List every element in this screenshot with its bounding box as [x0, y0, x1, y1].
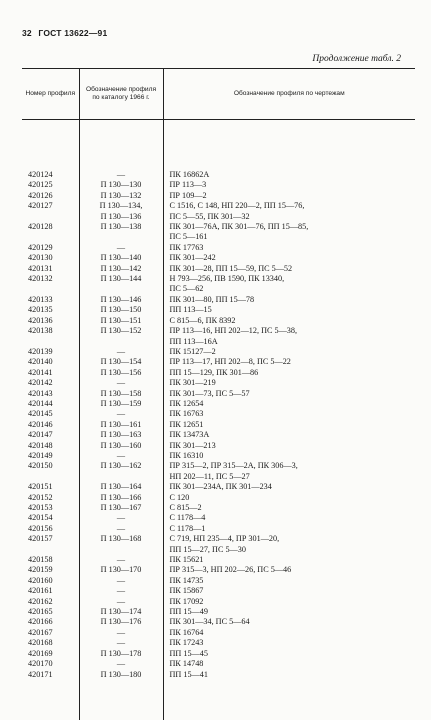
profile-number-cell	[22, 212, 79, 222]
drawing-designation-cell	[163, 180, 415, 190]
drawing-designation-line: С 815—6, ПК 8392	[169, 315, 236, 325]
catalog-designation-cell: П 130—160	[79, 441, 163, 451]
drawing-designation-cell	[163, 316, 415, 326]
profiles-table	[22, 68, 415, 720]
drawing-designation-line: ПП 15—45	[169, 648, 208, 658]
catalog-designation-cell: П 130—156	[79, 368, 163, 378]
table-row	[22, 264, 415, 274]
drawing-designation-line: ПС 5—62	[169, 284, 204, 294]
drawing-designation-line: С 120	[169, 492, 190, 502]
drawing-designation-line: ПК 15867	[169, 586, 204, 596]
drawing-designation-cell	[163, 513, 415, 523]
catalog-designation-cell: —	[79, 576, 163, 586]
profile-number-cell: 420141	[28, 367, 53, 377]
drawing-designation-cell	[163, 420, 415, 430]
drawing-designation-cell	[163, 607, 415, 617]
drawing-designation-cell	[163, 451, 415, 461]
header-profile-number: Номер профиля	[22, 69, 79, 120]
catalog-designation-cell: П 130—138	[79, 222, 163, 243]
drawing-designation-line: ПР 113—3	[169, 180, 207, 190]
drawing-designation-cell	[163, 222, 415, 243]
table-row	[22, 430, 415, 440]
drawing-designation-line: ПР 109—2	[169, 190, 207, 200]
table-body	[22, 120, 415, 720]
profile-number-cell: 420156	[28, 523, 53, 533]
table-row	[22, 120, 415, 181]
drawing-designation-line: ПК 17092	[169, 596, 204, 606]
drawing-designation-line: ПК 16310	[169, 450, 204, 460]
profile-number-cell: 420143	[28, 388, 53, 398]
catalog-designation-cell: П 130—174	[79, 607, 163, 617]
drawing-designation-cell	[163, 378, 415, 388]
drawing-designation-cell	[163, 659, 415, 669]
catalog-designation-cell: —	[79, 409, 163, 419]
drawing-designation-cell	[163, 565, 415, 575]
catalog-designation-cell: —	[79, 451, 163, 461]
drawing-designation-line: ПС 5—161	[169, 232, 208, 242]
catalog-designation-cell: —	[79, 659, 163, 669]
drawing-designation-line: ПК 301—80, ПП 15—78	[169, 294, 255, 304]
drawing-designation-line: ПК 12651	[169, 419, 204, 429]
drawing-designation-cell	[163, 295, 415, 305]
catalog-designation-cell: —	[79, 347, 163, 357]
catalog-designation-cell: П 130—152	[79, 326, 163, 347]
table-row	[22, 274, 415, 295]
table-row	[22, 617, 415, 627]
catalog-designation-cell: —	[79, 378, 163, 388]
drawing-designation-line: ПП 113—16А	[169, 336, 218, 346]
profile-number-cell: 420128	[28, 222, 53, 232]
drawing-designation-line: ПК 301—242	[169, 253, 216, 263]
table-row	[22, 409, 415, 419]
drawing-designation-line: С 719, НП 235—4, ПР 301—20,	[169, 534, 280, 544]
profile-number-cell: 420127	[28, 201, 53, 211]
catalog-designation-cell: —	[79, 243, 163, 253]
table-header-row	[22, 69, 415, 120]
table-row	[22, 513, 415, 523]
drawing-designation-cell	[163, 628, 415, 638]
catalog-designation-cell: —	[79, 628, 163, 638]
catalog-designation-cell: П 130—158	[79, 389, 163, 399]
drawing-designation-line: НП 202—11, ПС 5—27	[169, 471, 250, 481]
catalog-designation-cell: П 130—170	[79, 565, 163, 575]
profile-number-cell: 420157	[28, 534, 53, 544]
catalog-designation-cell: П 130—164	[79, 482, 163, 492]
table-row	[22, 305, 415, 315]
profile-number-cell: 420152	[28, 492, 53, 502]
table-row	[22, 201, 415, 211]
profile-number-cell: 420147	[28, 430, 53, 440]
table-row	[22, 441, 415, 451]
catalog-designation-cell: П 130—132	[79, 191, 163, 201]
profile-number-cell: 420148	[28, 440, 53, 450]
table-row	[22, 243, 415, 253]
table-continuation-caption: Продолжение табл. 2	[312, 54, 401, 64]
table-row	[22, 357, 415, 367]
drawing-designation-line: ПК 301—28, ПП 15—59, ПС 5—52	[169, 263, 293, 273]
catalog-designation-cell: П 130—136	[79, 212, 163, 222]
catalog-designation-cell: П 130—178	[79, 649, 163, 659]
drawing-designation-line: ПК 15127—2	[169, 346, 216, 356]
catalog-designation-cell: П 130—161	[79, 420, 163, 430]
drawing-designation-line: ПР 315—3, НП 202—26, ПС 5—46	[169, 565, 292, 575]
drawing-designation-cell	[163, 586, 415, 596]
table-row	[22, 461, 415, 482]
catalog-designation-cell: —	[79, 638, 163, 648]
profile-number-cell: 420151	[28, 482, 53, 492]
drawing-designation-line: ПК 17763	[169, 242, 204, 252]
drawing-designation-cell	[163, 524, 415, 534]
table-row	[22, 524, 415, 534]
drawing-designation-cell	[163, 441, 415, 451]
profile-number-cell: 420161	[28, 586, 53, 596]
catalog-designation-cell: П 130—130	[79, 180, 163, 190]
table-row	[22, 451, 415, 461]
drawing-designation-line: С 1178—1	[169, 523, 206, 533]
catalog-designation-cell: П 130—134,	[79, 201, 163, 211]
drawing-designation-cell	[163, 482, 415, 492]
table-row	[22, 534, 415, 555]
drawing-designation-cell	[163, 264, 415, 274]
drawing-designation-cell	[163, 493, 415, 503]
drawing-designation-cell	[163, 399, 415, 409]
drawing-designation-line: ПП 15—49	[169, 607, 208, 617]
table-row	[22, 482, 415, 492]
profile-number-cell: 420144	[28, 398, 53, 408]
drawing-designation-line: Н 793—256, ПВ 1590, ПК 13340,	[169, 274, 285, 284]
table-row	[22, 565, 415, 575]
drawing-designation-cell	[163, 461, 415, 482]
drawing-designation-line: ПК 16764	[169, 627, 204, 637]
drawing-designation-line: ПК 13473А	[169, 430, 210, 440]
profile-number-cell: 420158	[28, 555, 53, 565]
profile-number-cell: 420139	[28, 346, 53, 356]
drawing-designation-cell	[163, 649, 415, 659]
table-row	[22, 586, 415, 596]
drawing-designation-cell	[163, 617, 415, 627]
table-row	[22, 347, 415, 357]
drawing-designation-line: ПК 16862А	[169, 170, 210, 179]
profile-number-cell: 420150	[28, 461, 53, 471]
profile-number-cell: 420135	[28, 305, 53, 315]
drawing-designation-cell	[163, 430, 415, 440]
table-row	[22, 389, 415, 399]
profile-number-cell: 420133	[28, 294, 53, 304]
drawing-designation-cell	[163, 326, 415, 347]
page-header	[22, 28, 111, 38]
drawing-designation-cell	[163, 212, 415, 222]
profile-number-cell: 420169	[28, 648, 53, 658]
table-row	[22, 295, 415, 305]
drawing-designation-line: С 1178—4	[169, 513, 206, 523]
profile-number-cell: 420162	[28, 596, 53, 606]
profile-number-cell: 420168	[28, 638, 53, 648]
table-row	[22, 326, 415, 347]
drawing-designation-line: ПК 301—73, ПС 5—57	[169, 388, 250, 398]
drawing-designation-line: ПК 14735	[169, 575, 204, 585]
standard-designation: ГОСТ 13622—91	[38, 28, 108, 38]
catalog-designation-cell: П 130—144	[79, 274, 163, 295]
table-row	[22, 378, 415, 388]
drawing-designation-cell	[163, 555, 415, 565]
drawing-designation-line: ПП 15—27, ПС 5—30	[169, 544, 246, 554]
drawing-designation-cell	[163, 305, 415, 315]
profile-number-cell: 420160	[28, 575, 53, 585]
table-row	[22, 628, 415, 638]
drawing-designation-cell	[163, 347, 415, 357]
profile-number-cell: 420171	[28, 669, 53, 679]
table-row	[22, 420, 415, 430]
table-row	[22, 503, 415, 513]
table-row	[22, 316, 415, 326]
drawing-designation-line: ПК 301—219	[169, 378, 216, 388]
drawing-designation-cell	[163, 670, 415, 720]
drawing-designation-cell	[163, 638, 415, 648]
drawing-designation-cell	[163, 253, 415, 263]
drawing-designation-line: ПК 301—34, ПС 5—64	[169, 617, 250, 627]
profile-number-cell: 420154	[28, 513, 53, 523]
profile-number-cell: 420167	[28, 627, 53, 637]
catalog-designation-cell: П 130—166	[79, 493, 163, 503]
drawing-designation-line: С 815—2	[169, 503, 202, 512]
catalog-designation-cell: —	[79, 586, 163, 596]
drawing-designation-line: ПК 17243	[169, 638, 204, 648]
drawing-designation-line: ПК 301—234А, ПК 301—234	[169, 482, 272, 492]
drawing-designation-line: ПП 15—129, ПК 301—86	[169, 367, 259, 377]
catalog-designation-cell: П 130—150	[79, 305, 163, 315]
drawing-designation-line: ПС 5—55, ПК 301—32	[169, 211, 250, 221]
table-row	[22, 649, 415, 659]
catalog-designation-cell: П 130—163	[79, 430, 163, 440]
catalog-designation-cell: П 130—140	[79, 253, 163, 263]
drawing-designation-line: ПР 113—16, НП 202—12, ПС 5—38,	[169, 326, 298, 336]
profile-number-cell: 420125	[28, 180, 53, 190]
table-row	[22, 607, 415, 617]
profile-number-cell: 420130	[28, 253, 53, 263]
catalog-designation-cell: —	[79, 513, 163, 523]
table-row	[22, 576, 415, 586]
catalog-designation-cell: П 130—151	[79, 316, 163, 326]
table-row	[22, 493, 415, 503]
drawing-designation-cell	[163, 597, 415, 607]
table-row	[22, 670, 415, 720]
catalog-designation-cell: —	[79, 597, 163, 607]
profile-number-cell: 420140	[28, 357, 53, 367]
table-row	[22, 597, 415, 607]
profile-number-cell: 420138	[28, 326, 53, 336]
drawing-designation-line: ПП 113—15	[169, 305, 212, 315]
profile-number-cell: 420149	[28, 450, 53, 460]
table-row	[22, 180, 415, 190]
catalog-designation-cell: П 130—180	[79, 670, 163, 720]
table-row	[22, 222, 415, 243]
drawing-designation-line: ПР 113—17, НП 202—8, ПС 5—22	[169, 357, 291, 367]
profile-number-cell: 420165	[28, 607, 53, 617]
drawing-designation-line: ПК 14748	[169, 659, 204, 669]
drawing-designation-line: ПК 301—76А, ПК 301—76, ПП 15—85,	[169, 222, 309, 232]
drawing-designation-cell	[163, 191, 415, 201]
drawing-designation-cell	[163, 409, 415, 419]
table-row	[22, 191, 415, 201]
drawing-designation-line: ПК 16763	[169, 409, 204, 419]
header-drawing-designation: Обозначение профиля по чертежам	[163, 69, 415, 120]
drawing-designation-line: ПП 15—41	[169, 669, 208, 679]
catalog-designation-cell: П 130—168	[79, 534, 163, 555]
profile-number-cell: 420142	[28, 378, 53, 388]
drawing-designation-line: ПК 12654	[169, 398, 204, 408]
header-catalog-designation: Обозначение профиля по каталогу 1966 г.	[79, 69, 163, 120]
table-row	[22, 659, 415, 669]
catalog-designation-cell: П 130—146	[79, 295, 163, 305]
catalog-designation-cell: —	[79, 120, 163, 181]
drawing-designation-cell	[163, 243, 415, 253]
table-row	[22, 399, 415, 409]
profile-number-cell: 420159	[28, 565, 53, 575]
drawing-designation-cell	[163, 357, 415, 367]
profile-number-cell: 420124	[28, 170, 53, 179]
profile-number-cell: 420170	[28, 659, 53, 669]
catalog-designation-cell: П 130—162	[79, 461, 163, 482]
profile-number-cell: 420153	[28, 503, 53, 512]
drawing-designation-cell	[163, 576, 415, 586]
catalog-designation-cell: П 130—142	[79, 264, 163, 274]
table-row	[22, 253, 415, 263]
profile-number-cell: 420126	[28, 190, 53, 200]
catalog-designation-cell: П 130—154	[79, 357, 163, 367]
profile-number-cell: 420136	[28, 315, 53, 325]
profile-number-cell: 420132	[28, 274, 53, 284]
profile-number-cell: 420129	[28, 242, 53, 252]
catalog-designation-cell: П 130—159	[79, 399, 163, 409]
profile-number-cell: 420146	[28, 419, 53, 429]
drawing-designation-line: ПК 301—213	[169, 440, 216, 450]
drawing-designation-cell	[163, 503, 415, 513]
drawing-designation-line: ПР 315—2, ПР 315—2А, ПК 306—3,	[169, 461, 298, 471]
drawing-designation-cell	[163, 368, 415, 378]
profile-number-cell: 420131	[28, 263, 53, 273]
table-row	[22, 638, 415, 648]
drawing-designation-cell	[163, 120, 415, 181]
table-row	[22, 212, 415, 222]
drawing-designation-cell	[163, 534, 415, 555]
profile-number-cell: 420166	[28, 617, 53, 627]
drawing-designation-cell	[163, 389, 415, 399]
table-row	[22, 368, 415, 378]
drawing-designation-cell	[163, 201, 415, 211]
catalog-designation-cell: —	[79, 524, 163, 534]
drawing-designation-line: ПК 15621	[169, 555, 204, 565]
catalog-designation-cell: П 130—176	[79, 617, 163, 627]
drawing-designation-cell	[163, 274, 415, 295]
catalog-designation-cell: —	[79, 555, 163, 565]
catalog-designation-cell: П 130—167	[79, 503, 163, 513]
table-row	[22, 555, 415, 565]
drawing-designation-line: С 1516, С 148, НП 220—2, ПП 15—76,	[169, 201, 305, 211]
profile-number-cell: 420145	[28, 409, 53, 419]
page-number: 32	[22, 28, 32, 38]
